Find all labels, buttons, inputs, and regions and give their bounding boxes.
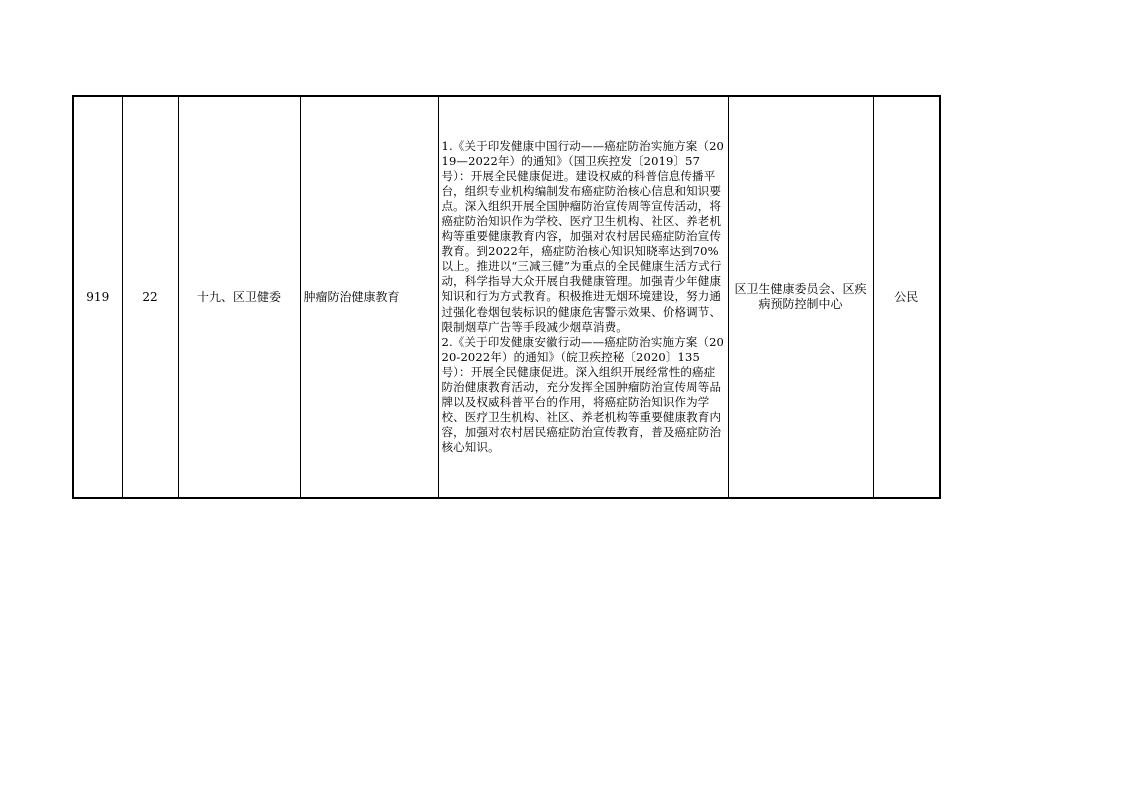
item-number: 22 xyxy=(142,289,158,304)
serial-number: 919 xyxy=(86,289,110,304)
target-cell xyxy=(873,96,940,498)
target-label: 公民 xyxy=(894,289,919,304)
category-label: 十九、区卫健委 xyxy=(196,289,281,304)
category-cell xyxy=(178,96,300,498)
item-number-cell xyxy=(122,96,178,498)
responsible-units-cell xyxy=(728,96,873,498)
topic-label: 肿瘤防治健康教育 xyxy=(303,289,400,304)
table-row xyxy=(73,96,940,498)
data-table xyxy=(72,95,941,499)
responsible-units: 区卫生健康委员会、区疾病预防控制中心 xyxy=(734,282,867,311)
content-part-2: 2.《关于印发健康安徽行动——癌症防治实施方案（2020-2022年）的通知》（皖卫疾控秘〔2020〕135号）：开展全民健康促进。深入组织开展经常性的癌症防治健康教育活动，充分发挥全国肿瘤防治宣传周等品牌以及权威科普平台的作用，将癌症防治知识作为学校、医疗卫生机构、社区、养老机构等重要健康教育内容，加强对农村居民癌症防治宣传教育，普及癌症防治核心知识。 xyxy=(441,334,725,454)
content-cell xyxy=(438,96,728,498)
topic-cell xyxy=(300,96,438,498)
content-part-1: 1.《关于印发健康中国行动——癌症防治实施方案（2019—2022年）的通知》（国卫疾控发〔2019〕57号）：开展全民健康促进。建设权威的科普信息传播平台，组织专业机构编制发布癌症防治核心信息和知识要点。深入组织开展全国肿瘤防治宣传周等宣传活动，将癌症防治知识作为学校、医疗卫生机构、社区、养老机构等重要健康教育内容，加强对农村居民癌症防治宣传教育。到2022年，癌症防治核心知识知晓率达到70%以上。推进以“三减三健”为重点的全民健康生活方式行动，科学指导大众开展自我健康管理。加强青少年健康知识和行为方式教育。积极推进无烟环境建设，努力通过强化卷烟包装标识的健康危害警示效果、价格调节、限制烟草广告等手段减少烟草消费。 xyxy=(441,139,725,334)
serial-number-cell xyxy=(73,96,122,498)
